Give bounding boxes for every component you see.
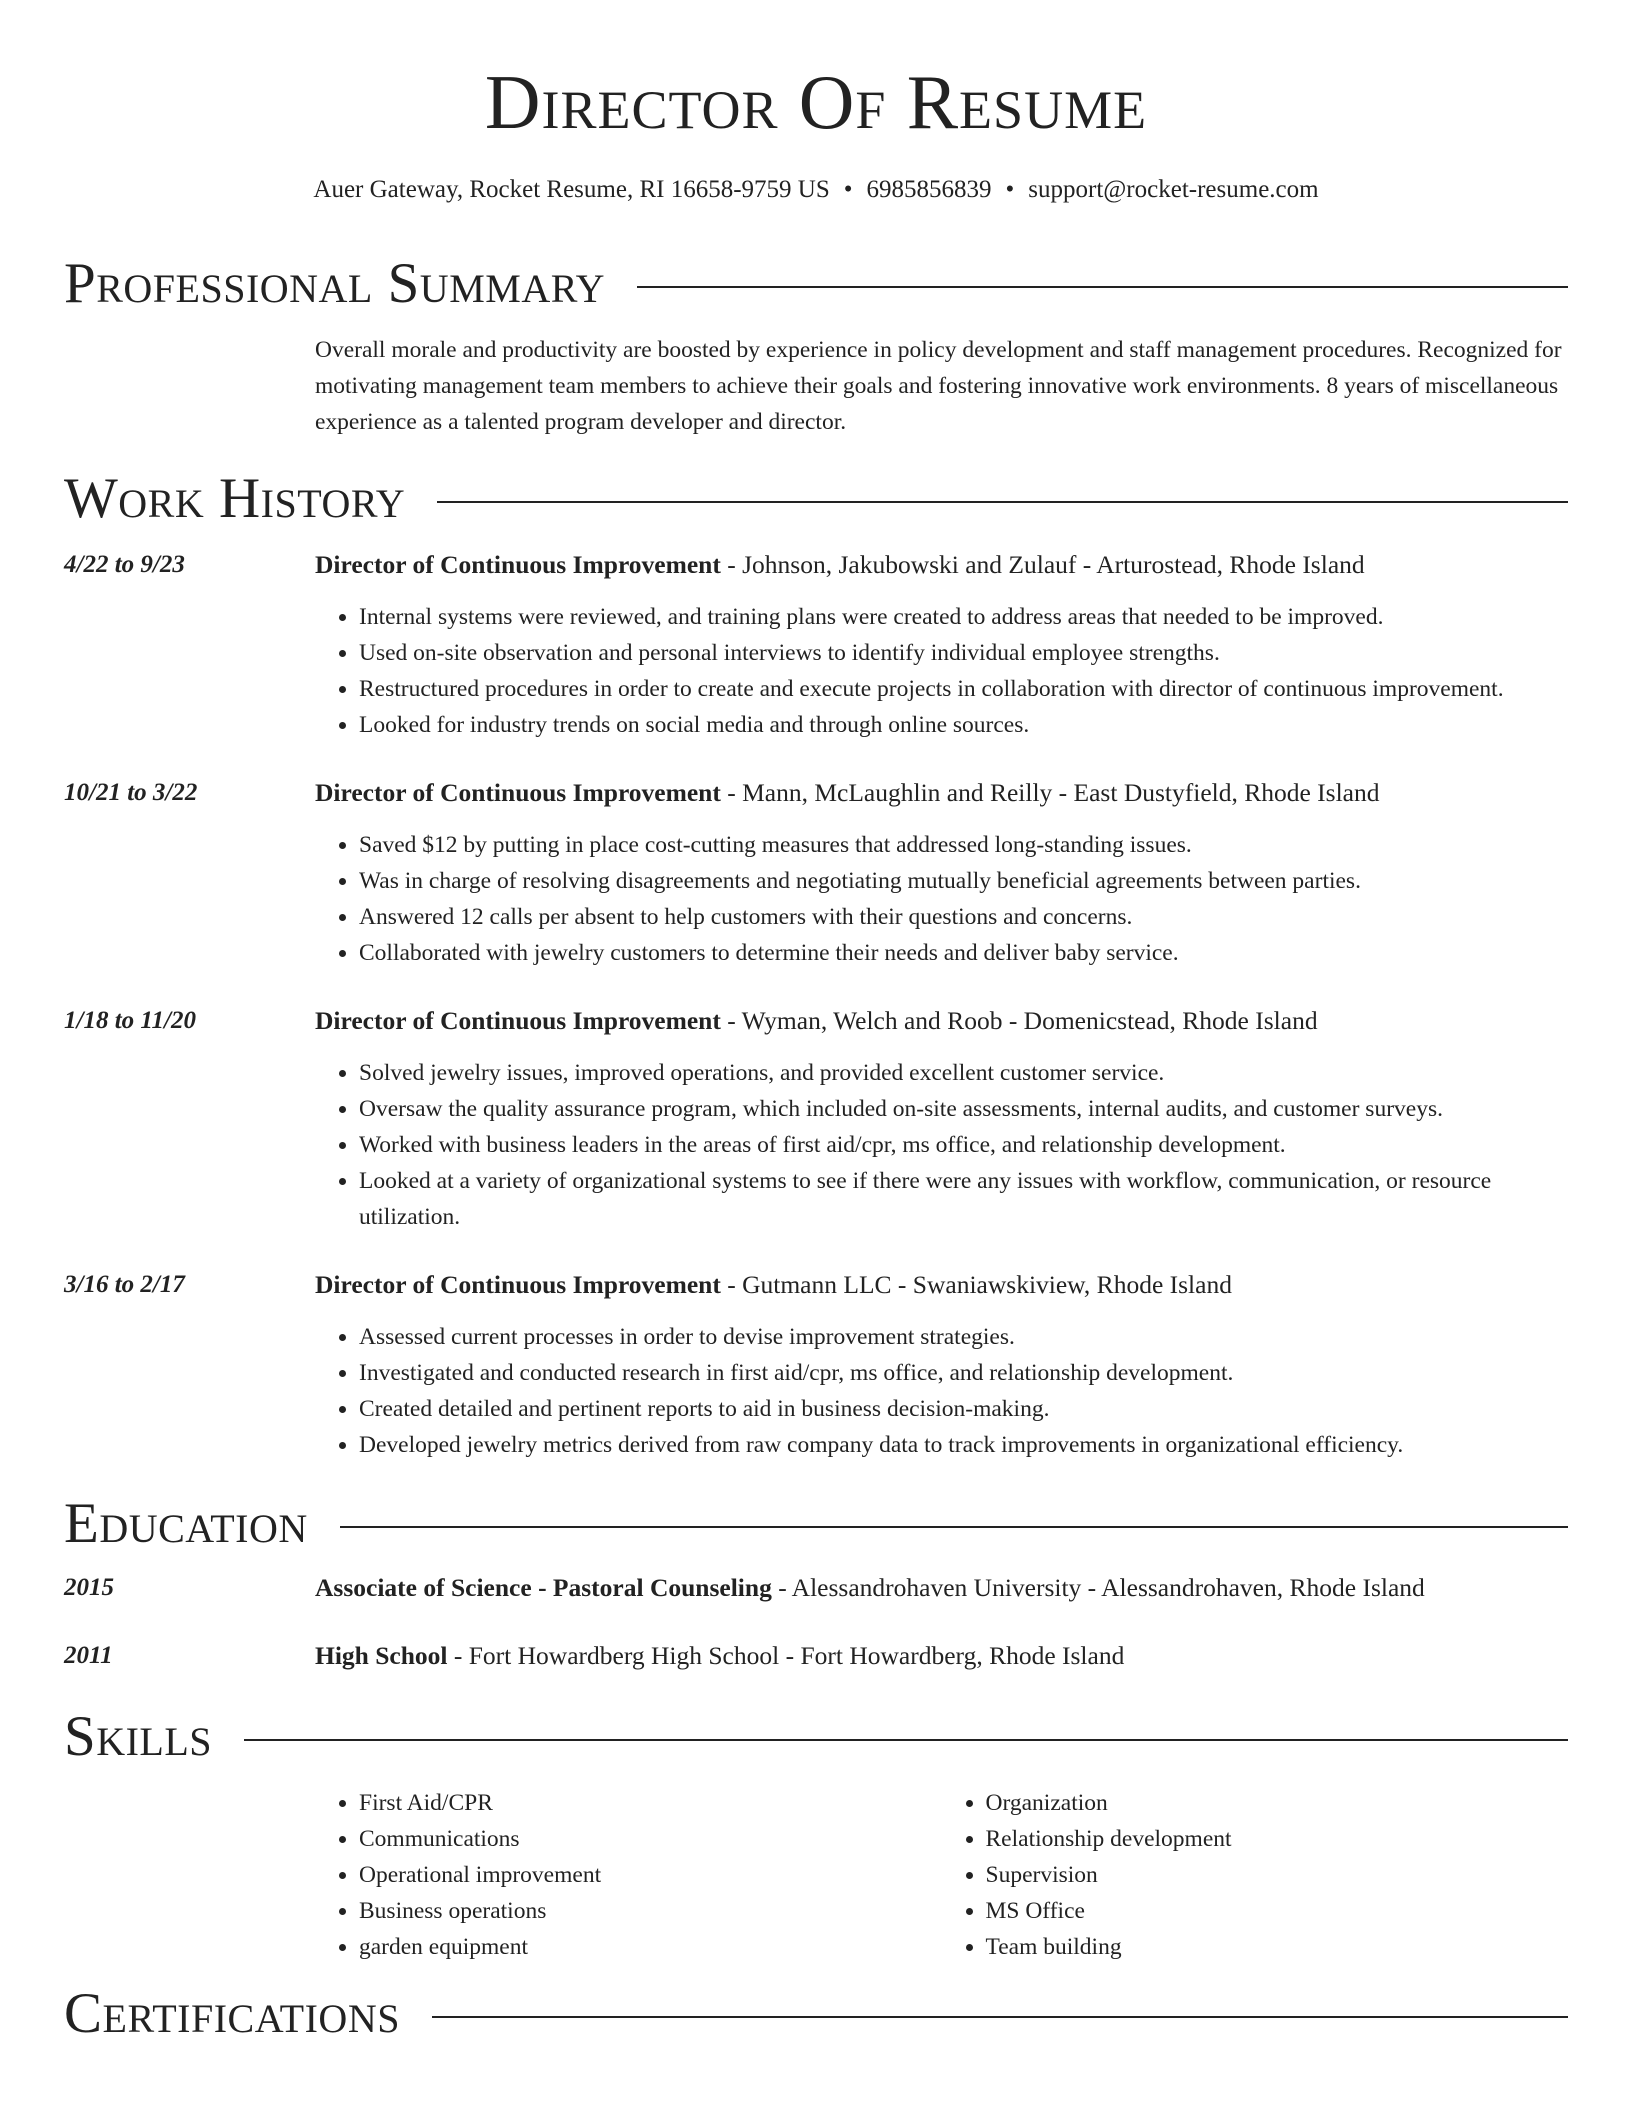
education-school: - Alessandrohaven University - Alessandrohaven, Rhode Island	[771, 1573, 1425, 1602]
contact-separator: •	[843, 176, 853, 203]
education-entry	[64, 1640, 1568, 1672]
skill-item: • MS Office	[986, 1893, 1569, 1929]
job-bullets	[315, 1319, 1568, 1463]
job-bullet: • Restructured procedures in order to create and execute projects in collaboration with director of continuous improvement.	[359, 671, 1568, 707]
job-title-line	[315, 777, 1568, 809]
section-title: Certifications	[64, 1982, 400, 2045]
job-bullet: • Developed jewelry metrics derived from raw company data to track improvements in organizational efficiency.	[359, 1427, 1568, 1463]
education-entry	[64, 1572, 1568, 1604]
contact-separator: •	[1005, 176, 1015, 203]
job-bullet: • Looked for industry trends on social media and through online sources.	[359, 707, 1568, 743]
job-employer: - Wyman, Welch and Roob - Domenicstead, Rhode Island	[720, 1006, 1318, 1035]
job-title: Director of Continuous Improvement	[315, 550, 721, 579]
section-summary-heading	[64, 252, 1568, 315]
section-title: Work History	[64, 467, 406, 530]
skills-column-left	[315, 1785, 942, 1965]
job-bullet: • Was in charge of resolving disagreements and negotiating mutually beneficial agreements between parties.	[359, 863, 1568, 899]
job-employer: - Mann, McLaughlin and Reilly - East Dustyfield, Rhode Island	[720, 778, 1380, 807]
job-bullet: • Saved $12 by putting in place cost-cutting measures that addressed long-standing issues.	[359, 827, 1568, 863]
section-title: Professional Summary	[64, 252, 606, 315]
section-divider	[437, 501, 1568, 503]
education-degree: Associate of Science - Pastoral Counseling	[315, 1573, 772, 1602]
skills-list	[315, 1785, 1568, 1965]
contact-address: Auer Gateway, Rocket Resume, RI 16658-9759 US	[313, 176, 830, 203]
job-bullets	[315, 1055, 1568, 1235]
job-title-line	[315, 1005, 1568, 1037]
section-education-heading	[64, 1492, 1568, 1555]
job-bullet: • Created detailed and pertinent reports to aid in business decision-making.	[359, 1391, 1568, 1427]
education-year: 2015	[64, 1574, 114, 1601]
job-bullet: • Investigated and conducted research in first aid/cpr, ms office, and relationship development.	[359, 1355, 1568, 1391]
job-bullet: • Solved jewelry issues, improved operations, and provided excellent customer service.	[359, 1055, 1568, 1091]
job-bullet: • Used on-site observation and personal interviews to identify individual employee strengths.	[359, 635, 1568, 671]
skill-item: • garden equipment	[359, 1929, 942, 1965]
section-certifications-heading	[64, 1982, 1568, 2045]
job-entry	[64, 1269, 1568, 1463]
job-bullets	[315, 827, 1568, 971]
job-bullet: • Answered 12 calls per absent to help customers with their questions and concerns.	[359, 899, 1568, 935]
section-skills-heading	[64, 1705, 1568, 1768]
resume-name: Director Of Resume	[484, 59, 1148, 145]
section-work-heading	[64, 467, 1568, 530]
skill-item: • Relationship development	[986, 1821, 1569, 1857]
job-bullet: • Collaborated with jewelry customers to determine their needs and deliver baby service.	[359, 935, 1568, 971]
skills-column-right	[942, 1785, 1569, 1965]
section-title: Education	[64, 1492, 308, 1555]
section-title: Skills	[64, 1705, 213, 1768]
education-year: 2011	[64, 1642, 113, 1669]
skill-item: • Communications	[359, 1821, 942, 1857]
section-divider	[244, 1739, 1568, 1741]
job-employer: - Gutmann LLC - Swaniawskiview, Rhode Island	[720, 1270, 1232, 1299]
education-degree: High School	[315, 1641, 448, 1670]
job-bullets	[315, 599, 1568, 743]
job-dates: 4/22 to 9/23	[64, 551, 185, 578]
contact-email: support@rocket-resume.com	[1028, 176, 1319, 203]
contact-line	[64, 175, 1568, 205]
job-list	[64, 549, 1568, 1463]
skill-item: • Supervision	[986, 1857, 1569, 1893]
job-bullet: • Oversaw the quality assurance program, which included on-site assessments, internal audits, and customer surveys.	[359, 1091, 1568, 1127]
skill-item: • Business operations	[359, 1893, 942, 1929]
job-title: Director of Continuous Improvement	[315, 1270, 721, 1299]
job-dates: 1/18 to 11/20	[64, 1007, 196, 1034]
job-bullet: • Internal systems were reviewed, and training plans were created to address areas that needed to be improved.	[359, 599, 1568, 635]
job-title: Director of Continuous Improvement	[315, 1006, 721, 1035]
job-title-line	[315, 1269, 1568, 1301]
job-employer: - Johnson, Jakubowski and Zulauf - Arturostead, Rhode Island	[720, 550, 1365, 579]
job-bullet: • Looked at a variety of organizational systems to see if there were any issues with workflow, communication, or resource utilization.	[359, 1163, 1568, 1235]
skill-item: • First Aid/CPR	[359, 1785, 942, 1821]
job-dates: 10/21 to 3/22	[64, 779, 198, 806]
job-entry	[64, 549, 1568, 743]
job-title: Director of Continuous Improvement	[315, 778, 721, 807]
education-line	[315, 1572, 1425, 1604]
skill-item: • Operational improvement	[359, 1857, 942, 1893]
section-divider	[432, 2016, 1568, 2018]
job-entry	[64, 777, 1568, 971]
section-divider	[637, 286, 1568, 288]
section-divider	[340, 1526, 1568, 1528]
resume-page	[64, 0, 1568, 2045]
skill-item: • Organization	[986, 1785, 1569, 1821]
job-title-line	[315, 549, 1568, 581]
summary-text: Overall morale and productivity are boosted by experience in policy development and staff management procedures. Recognized for motivating management team members to achieve their goals and fostering innovative work environments. 8 years of miscellaneous experience as a talented program developer and director.	[315, 337, 1562, 435]
job-entry	[64, 1005, 1568, 1235]
job-bullet: • Worked with business leaders in the areas of first aid/cpr, ms office, and relationship development.	[359, 1127, 1568, 1163]
contact-phone: 6985856839	[866, 176, 992, 203]
skill-item: • Team building	[986, 1929, 1569, 1965]
education-line	[315, 1640, 1124, 1672]
job-bullet: • Assessed current processes in order to devise improvement strategies.	[359, 1319, 1568, 1355]
education-school: - Fort Howardberg High School - Fort Howardberg, Rhode Island	[447, 1641, 1125, 1670]
job-dates: 3/16 to 2/17	[64, 1271, 185, 1298]
